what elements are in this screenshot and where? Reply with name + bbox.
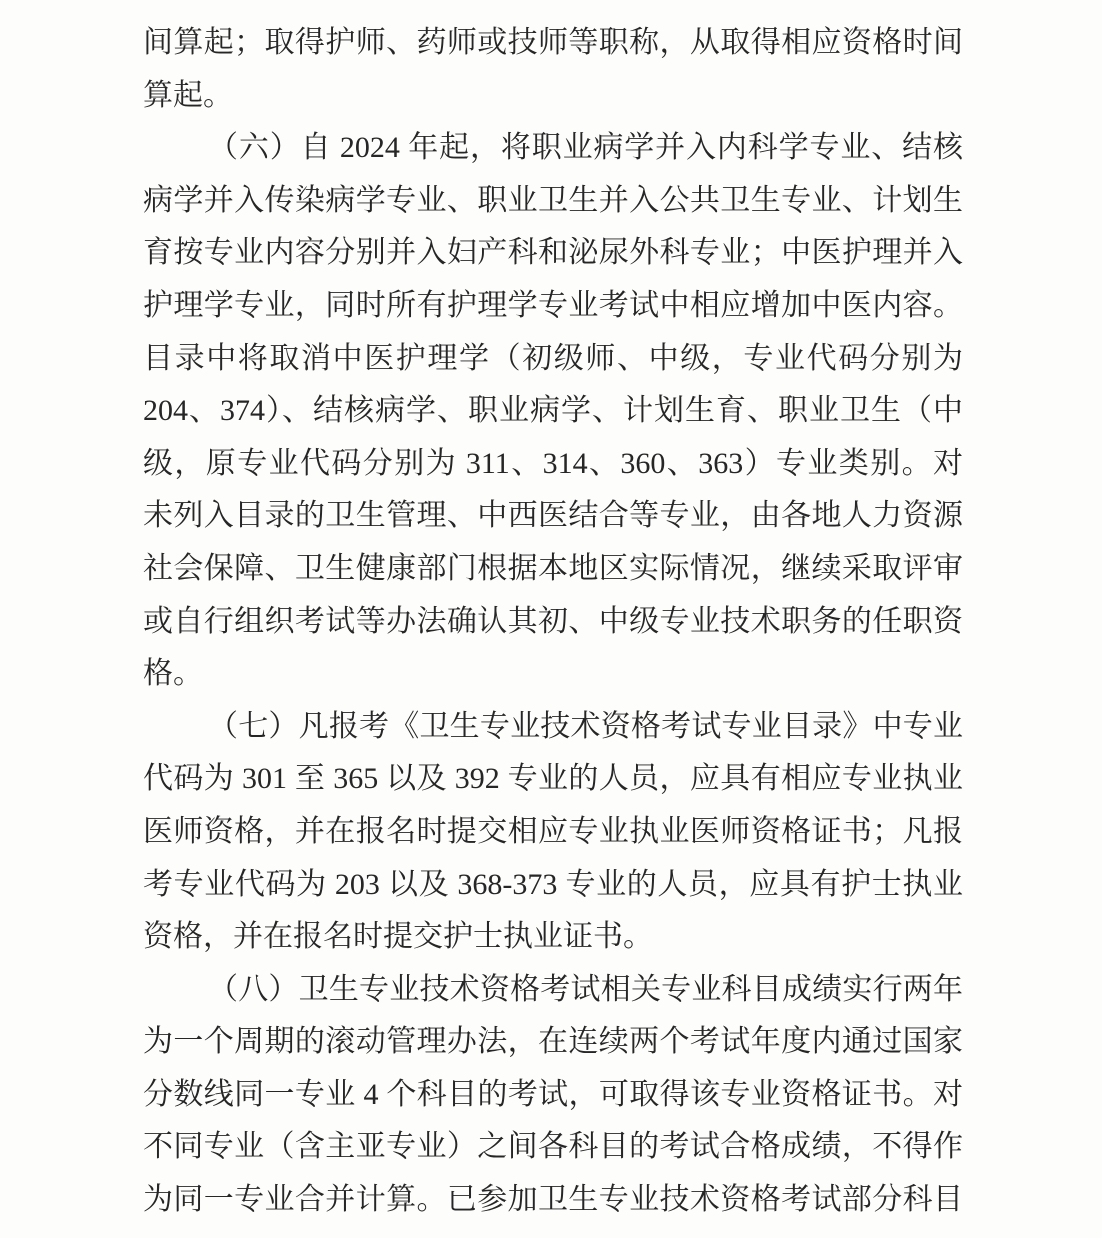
- text-line: 代码为 301 至 365 以及 392 专业的人员，应具有相应专业执业: [143, 762, 963, 796]
- text-line: 为同一专业合并计算。已参加卫生专业技术资格考试部分科目: [143, 1183, 963, 1217]
- text-line: 或自行组织考试等办法确认其初、中级专业技术职务的任职资: [143, 604, 963, 638]
- text-line: 分数线同一专业 4 个科目的考试，可取得该专业资格证书。对: [143, 1077, 963, 1111]
- text-line: （六）自 2024 年起，将职业病学并入内科学专业、结核: [208, 131, 963, 165]
- text-line: （七）凡报考《卫生专业技术资格考试专业目录》中专业: [208, 709, 963, 743]
- text-line: 级，原专业代码分别为 311、314、360、363）专业类别。对: [143, 446, 963, 480]
- text-line: 未列入目录的卫生管理、中西医结合等专业，由各地人力资源: [143, 499, 963, 533]
- text-line: 病学并入传染病学专业、职业卫生并入公共卫生专业、计划生: [143, 183, 963, 217]
- text-line: 护理学专业，同时所有护理学专业考试中相应增加中医内容。: [143, 288, 963, 322]
- text-block: [143, 17, 963, 1227]
- text-line: 不同专业（含主亚专业）之间各科目的考试合格成绩，不得作: [143, 1130, 963, 1164]
- text-line: 医师资格，并在报名时提交相应专业执业医师资格证书；凡报: [143, 814, 963, 848]
- text-line: 204、374）、结核病学、职业病学、计划生育、职业卫生（中: [143, 394, 963, 428]
- text-line: 目录中将取消中医护理学（初级师、中级，专业代码分别为: [143, 341, 963, 375]
- text-line: 育按专业内容分别并入妇产科和泌尿外科专业；中医护理并入: [143, 236, 963, 270]
- text-line: 考专业代码为 203 以及 368-373 专业的人员，应具有护士执业: [143, 867, 963, 901]
- text-line: 资格，并在报名时提交护士执业证书。: [143, 920, 653, 954]
- text-line: 为一个周期的滚动管理办法，在连续两个考试年度内通过国家: [143, 1025, 963, 1059]
- text-line: 间算起；取得护师、药师或技师等职称，从取得相应资格时间: [143, 26, 963, 59]
- text-line: 格。: [143, 657, 203, 691]
- text-line: 算起。: [143, 78, 233, 112]
- text-line: （八）卫生专业技术资格考试相关专业科目成绩实行两年: [208, 972, 963, 1006]
- text-line: 社会保障、卫生健康部门根据本地区实际情况，继续采取评审: [143, 551, 963, 585]
